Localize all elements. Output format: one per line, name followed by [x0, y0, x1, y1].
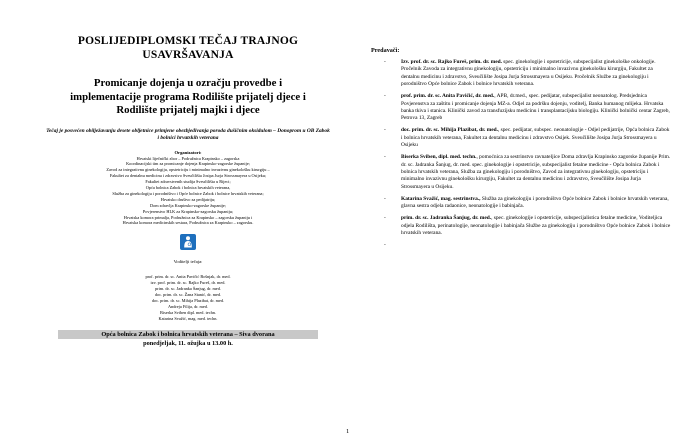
organizer-line: Dom zdravlja Krapinsko-zagorske županije;: [149, 202, 226, 208]
lecturer-description: , spec. ginekologije i opstetricije, subspecijalistica fetalne medicine, Voditeljica odjela Rodilišta, perinatologije, neonatologije i babinjača Službe za ginekologiju i porodništvo Opće bolnice Zabok i bolnice hrvatskih veterana.: [401, 215, 671, 236]
leaders-heading: Voditelji tečaja:: [173, 259, 203, 265]
lecturers-heading: Predavači:: [371, 47, 400, 54]
lecturer-item: [384, 154, 671, 191]
leader-line: doc. prim. dr. sc. Žana Stanić, dr. med.: [154, 292, 222, 298]
page-number: 1: [346, 428, 350, 435]
bullet-dash-icon: -: [384, 215, 386, 222]
organizer-line: Hrvatski liječnički zbor – Podružnica Krapinsko – zagorska: [136, 155, 240, 161]
leader-line: prim. dr. sc. Jadranka Šanjug, dr. med.: [155, 286, 221, 292]
lecturer-item: [384, 93, 671, 122]
leader-line: prof. prim. dr. sc. Anita Pavičić Bošnjak, dr. med.: [145, 274, 231, 280]
venue-location: Opća bolnica Zabok i bolnica hrvatskih veterana – Siva dvorana: [58, 330, 318, 339]
organizer-line: Hrvatska komora primalja, Podružnica za Krapinsko – zagorsku županiju i: [123, 214, 253, 220]
leader-line: Katarina Svažić, mag. med. techn.: [158, 316, 218, 322]
left-column: [40, 34, 336, 348]
course-title-line: USAVRŠAVANJA: [142, 49, 234, 61]
lecturers-list: [371, 59, 671, 248]
subtitle-line: Rodilište prijatelj majki i djece: [116, 104, 260, 116]
bullet-dash-icon: -: [384, 93, 386, 100]
organizers-heading: Organizatori:: [174, 149, 202, 155]
event-date: ponedjeljak, 11. ožujka u 13.00 h.: [143, 340, 233, 348]
lecturer-item: [384, 59, 671, 88]
organizer-line: Hrvatska komora medicinskih sestara, Podružnica za Krapinsko – zagorsku.: [122, 220, 254, 226]
organizer-line: Fakultet za dentalnu medicinu i zdravstvo Sveučilišta Josipa Jurja Strossmayera u Osijeku;: [109, 173, 267, 179]
lecturer-name: Izv. prof. dr. sc. Rajko Fureš, prim. dr. med.: [401, 59, 502, 65]
bullet-dash-icon: -: [384, 59, 386, 65]
lecturer-name: doc. prim. dr. sc. Mihija Plazibat, dr. med.: [401, 127, 498, 134]
lecturer-description: , pomoćnica za sestrinstvo ravnateljice Doma zdravlja Krapinsko zagorske županije Prim. dr. sc. Jadranka Šanjug, dr. med. spec. ginekologije i opstetricije, subspecijalist fetalne medicine - Opća bolnica Zabok i bolnica hrvatskih veterana, Služba za ginekologiju i porodništvo, Zavod za integrativnu ginekologiju, opstetriciju i minimalno invazivnu ginekološku kirurgiju, Fakultet za dentalnu medicinu i zdravstvo, Sveučilište Josipa Jurja Strossmayera u Osijeku.: [401, 154, 671, 190]
subtitle-line: Promicanje dojenja u ozračju provedbe i: [93, 77, 283, 89]
lecturer-name: Katarina Svažić, mag. sestrinstva.,: [401, 195, 481, 202]
organizer-line: Povjerenstvo HLK za Krapinsko-zagorsku županiju;: [142, 208, 234, 214]
organizer-line: Koordinacijski tim za promicanje dojenja Krapinsko-zagorske županije;: [126, 161, 250, 167]
course-title: [40, 34, 336, 62]
lecturer-item: [384, 195, 671, 211]
lecturer-description: , APB, dr.med., spec. pedijatar, subspecijalist neonatolog. Predsjednica Povjerenstva za zaštitu i promicanje dojenja MZ-a. Odjel za podršku dojenju, voditelj, Banka humanog mlijeka. Hrvatska banka tkiva i stanica. Klinički zavod za transfuzijsku medicinu i transplantacijsku biologiju. Klinički bolnički centar Zagreb, Petrova 13, Zagreb: [401, 93, 670, 122]
lecturer-description: spec. ginekologije i opstetricije, subspecijalist ginekološke onkologije. Pročelnik Zavoda za integrativnu ginekologiju, opstetriciju i minimalno invazivnu ginekološku kirurgiju, Fakultet za dentalnu medicinu i zdravstvo, Sveučilište Josipa Jurja Strossmayera u Osijeku. Pročelnik Službe za ginekologiju i porodništvo Opće bolnice Zabok i bolnice hrvatskih veterana.: [401, 59, 656, 88]
leader-line: izv. prof. prim. dr. sc. Rajko Fureš, dr. med.: [150, 280, 226, 286]
organizer-line: Hrvatsko društvo za pedijatriju;: [160, 196, 216, 202]
bullet-dash-icon: -: [384, 195, 386, 202]
leader-line: Biserka Sviben dipl. med. techn.: [160, 310, 216, 316]
lecturer-name: prof. prim. dr. sc. Anita Pavičić, dr. med.: [401, 93, 495, 100]
lecturer-name: prim. dr. sc. Jadranka Šanjug, dr. med.: [401, 215, 492, 222]
course-subtitle: [40, 77, 336, 118]
right-column: [371, 47, 671, 248]
organizers-list: [52, 156, 324, 227]
leader-line: Andreja Filija, dr. med.: [167, 304, 209, 310]
dedication-text: Tečaj je posvećen obilježavanju desete obljetnice primjene obezbjeđivanja poroda dušičnim oksidulom – Donoprom u OB Zabok i bolnici hrvatskih veterana: [46, 127, 330, 141]
bullet-dash-icon: -: [384, 242, 386, 248]
leader-line: doc. prim. dr. sc. Mihija Plazibat, dr. med.: [151, 298, 225, 304]
lecturer-item: [384, 215, 671, 237]
organizer-line: Služba za ginekologiju i porodništvo i Opće bolnice Zabok i bolnice hrvatskih veterana;: [112, 190, 264, 196]
leaders-list: [40, 274, 336, 322]
lecturer-description: Služba za ginekologiju i porodništvo Opće bolnice Zabok i bolnice hrvatskih veterana, glavna sestra odjela radaonice, neonatologije i babinjača.: [401, 195, 669, 210]
organizer-line: Fakultet zdravstvenih studija Sveučilišta u Rijeci;: [145, 179, 231, 185]
lecturer-name: Biserka Sviben, dipl. med. techn.: [401, 154, 477, 161]
bullet-dash-icon: -: [384, 154, 386, 161]
lecturer-item: [384, 127, 671, 149]
bullet-dash-icon: -: [384, 127, 386, 134]
breastfeeding-logo-icon: [180, 234, 196, 250]
subtitle-line: implementacije programa Rodilište prijatelj djece i: [70, 90, 306, 103]
course-title-line: POSLIJEDIPLOMSKI TEČAJ TRAJNOG: [77, 35, 299, 47]
organizer-line: Zavod za integrativnu ginekologiju, opstetriciju i minimalno invazivnu ginekološku kirurgiju –: [106, 167, 270, 173]
organizer-line: Opća bolnica Zabok i bolnica hrvatskih veterana,: [145, 185, 231, 191]
lecturer-description: , spec. pedijatar, subspec. neonatologije - Odjel pedijatrije, Opća bolnica Zabok i bolnica hrvatskih veterana, Fakultet za dentalnu medicinu i zdravstvo Osijek. Sveučilište Josipa Jurja Strossmayera u Osijeku: [401, 127, 670, 149]
